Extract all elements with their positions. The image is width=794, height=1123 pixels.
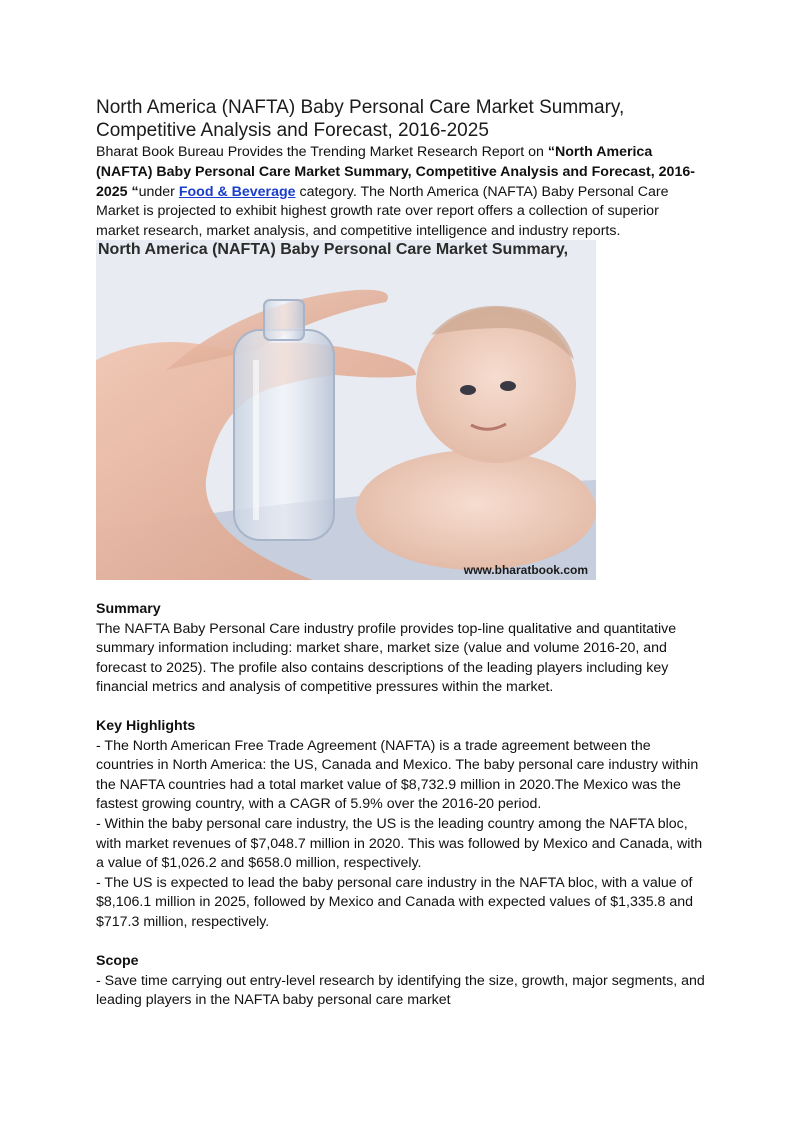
highlights-section: [96, 717, 706, 933]
title-line-2: Competitive Analysis and Forecast, 2016-2025: [96, 120, 489, 141]
hero-title: North America (NAFTA) Baby Personal Care Market Summary,: [98, 241, 569, 258]
summary-section: [96, 600, 706, 698]
scope-heading: Scope: [96, 953, 139, 969]
intro-rest: category. The North America (NAFTA) Baby Personal Care Market is projected to exhibit highest growth rate over report offers a collection of superior market research, market analysis, and competitive intelligence and industry reports.: [96, 183, 669, 240]
summary-heading: Summary: [96, 601, 161, 617]
highlights-heading: Key Highlights: [96, 718, 196, 734]
highlight-item: - The North American Free Trade Agreement (NAFTA) is a trade agreement between the countries in North America: the US, Canada and Mexico. The baby personal care industry within the NAFTA countries had a total market value of $8,732.9 million in 2020.The Mexico was the fastest growing country, with a CAGR of 5.9% over the 2016-20 period.: [96, 737, 699, 813]
intro-close-quote: “: [127, 183, 139, 200]
highlight-item: - Within the baby personal care industry, the US is the leading country among the NAFTA bloc, with market revenues of $7,048.7 million in 2020. This was followed by Mexico and Canada, with a value of $1,026.2 and $658.0 million, respectively.: [96, 815, 703, 872]
highlight-item: - The US is expected to lead the baby personal care industry in the NAFTA bloc, with a value of $8,106.1 million in 2025, followed by Mexico and Canada with expected values of $1,335.8 and $717.3 million, respectively.: [96, 874, 694, 930]
intro-under: under: [138, 183, 179, 200]
title-line-1: North America (NAFTA) Baby Personal Care Market Summary,: [96, 97, 625, 118]
report-name: North America (NAFTA) Baby Personal Care Market Summary, Competitive Analysis and Forecast, 2016-2025: [96, 144, 695, 200]
baby-care-illustration: [96, 240, 596, 580]
category-link[interactable]: Food & Beverage: [178, 183, 296, 200]
hero-image: [96, 240, 596, 580]
page-title: [96, 96, 696, 142]
scope-section: [96, 952, 706, 1011]
intro-open-quote: “: [547, 144, 555, 160]
intro-paragraph: [96, 143, 706, 242]
summary-text: The NAFTA Baby Personal Care industry profile provides top-line qualitative and quantitative summary information including: market share, market size (value and volume 2016-20, and forecast to 2025). The profile also contains descriptions of the leading players including key financial metrics and analysis of competitive pressures within the market.: [96, 620, 677, 696]
scope-item: - Save time carrying out entry-level research by identifying the size, growth, major segments, and leading players in the NAFTA baby personal care market: [96, 972, 705, 1009]
hero-watermark-url: www.bharatbook.com: [463, 563, 588, 577]
intro-lead: Bharat Book Bureau Provides the Trending Market Research Report on: [96, 144, 548, 160]
